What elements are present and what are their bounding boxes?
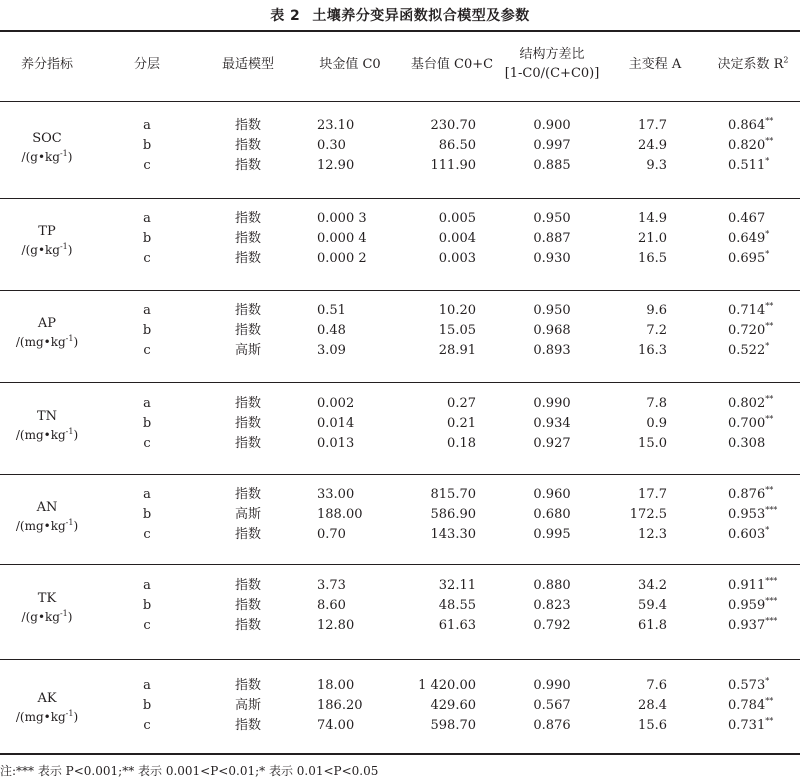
cell-ratio: 0.567	[533, 698, 571, 713]
cell-ratio: 0.887	[533, 231, 571, 246]
indicator-name: AK	[37, 691, 57, 706]
bottom-rule	[0, 753, 800, 755]
r2-value: 0.959	[728, 598, 766, 613]
cell-sill: 111.90	[430, 158, 476, 173]
cell-model: 指数	[234, 527, 262, 542]
cell-ratio: 0.934	[533, 416, 571, 431]
cell-range: 9.3	[646, 158, 667, 173]
significance-mark: *	[765, 525, 770, 535]
cell-ratio: 0.792	[533, 618, 571, 633]
cell-sill: 143.30	[430, 527, 476, 542]
r2-value: 0.820	[728, 138, 766, 153]
cell-nugget: 0.014	[317, 416, 355, 431]
header-layer: 分层	[133, 57, 161, 72]
r2-value: 0.876	[728, 487, 766, 502]
cell-layer: a	[143, 578, 151, 593]
indicator-name: AN	[36, 500, 58, 515]
cell-range: 34.2	[638, 578, 667, 593]
cell-sill: 28.91	[438, 343, 476, 358]
cell-r2	[728, 416, 773, 432]
cell-layer: a	[143, 303, 151, 318]
r2-value: 0.695	[728, 251, 766, 266]
cell-sill: 10.20	[438, 303, 476, 318]
cell-range: 0.9	[646, 416, 667, 431]
indicator-soc	[22, 130, 73, 166]
indicator-name: SOC	[32, 131, 62, 146]
cell-nugget: 74.00	[317, 718, 355, 733]
cell-r2	[728, 158, 769, 174]
cell-model: 指数	[234, 231, 262, 246]
unit-close: )	[67, 243, 73, 257]
cell-layer: b	[142, 138, 152, 153]
cell-ratio: 0.960	[533, 487, 571, 502]
cell-r2	[728, 251, 769, 267]
header-r2-label: 决定系数 R	[717, 57, 784, 72]
header-model: 最适模型	[221, 57, 275, 72]
indicator-ap	[16, 315, 78, 351]
unit-close: )	[67, 150, 73, 164]
group-separator	[0, 659, 800, 660]
cell-range: 7.8	[646, 396, 667, 411]
top-rule	[0, 30, 800, 32]
cell-range: 21.0	[638, 231, 667, 246]
cell-layer: c	[143, 436, 151, 451]
cell-sill: 0.21	[447, 416, 476, 431]
cell-range: 14.9	[638, 211, 667, 226]
cell-ratio: 0.880	[533, 578, 571, 593]
cell-r2	[728, 343, 769, 359]
unit-text: /(mg•kg	[15, 428, 66, 442]
cell-range: 7.2	[646, 323, 667, 338]
unit-exponent: -1	[59, 149, 68, 158]
cell-nugget: 33.00	[317, 487, 355, 502]
cell-nugget: 0.000 3	[317, 211, 367, 226]
cell-nugget: 8.60	[317, 598, 346, 613]
unit-close: )	[73, 335, 79, 349]
r2-value: 0.308	[728, 436, 766, 451]
header-r2	[717, 57, 788, 73]
indicator-tp	[22, 223, 73, 259]
cell-nugget: 18.00	[317, 678, 355, 693]
cell-sill: 230.70	[430, 118, 476, 133]
cell-r2	[728, 618, 777, 634]
cell-range: 15.6	[638, 718, 667, 733]
cell-sill: 598.70	[430, 718, 476, 733]
cell-model: 指数	[234, 138, 262, 153]
header-r2-sup: 2	[783, 55, 789, 65]
significance-mark: **	[765, 136, 774, 146]
unit-close: )	[73, 519, 79, 533]
cell-nugget: 186.20	[317, 698, 363, 713]
header-ratio-line1: 结构方差比	[519, 47, 585, 62]
cell-nugget: 0.51	[317, 303, 346, 318]
r2-value: 0.953	[728, 507, 766, 522]
unit-text: /(mg•kg	[15, 335, 66, 349]
significance-mark: **	[765, 716, 774, 726]
cell-range: 28.4	[638, 698, 667, 713]
r2-value: 0.911	[728, 578, 766, 593]
significance-mark: ***	[765, 616, 778, 626]
cell-model: 指数	[234, 396, 262, 411]
cell-nugget: 0.013	[317, 436, 355, 451]
cell-sill: 86.50	[438, 138, 476, 153]
cell-sill: 1 420.00	[418, 678, 476, 693]
unit-exponent: -1	[65, 427, 74, 436]
indicator-unit	[16, 708, 78, 726]
r2-value: 0.511	[728, 158, 766, 173]
cell-nugget: 23.10	[317, 118, 355, 133]
cell-ratio: 0.990	[533, 678, 571, 693]
unit-text: /(mg•kg	[15, 519, 66, 533]
r2-value: 0.603	[728, 527, 766, 542]
cell-layer: a	[143, 678, 151, 693]
unit-exponent: -1	[65, 518, 74, 527]
cell-layer: c	[143, 158, 151, 173]
cell-sill: 815.70	[430, 487, 476, 502]
unit-text: /(g•kg	[21, 243, 60, 257]
indicator-unit	[22, 241, 73, 259]
cell-range: 172.5	[629, 507, 667, 522]
cell-r2	[728, 138, 773, 154]
cell-nugget: 12.90	[317, 158, 355, 173]
table-number: 表 2	[270, 8, 301, 24]
header-sill: 基台值 C0+C	[410, 57, 494, 72]
indicator-tk	[22, 590, 73, 626]
cell-sill: 48.55	[438, 598, 476, 613]
cell-r2	[728, 211, 765, 227]
cell-sill: 32.11	[438, 578, 476, 593]
unit-text: /(g•kg	[21, 150, 60, 164]
cell-sill: 0.27	[447, 396, 476, 411]
cell-layer: c	[143, 251, 151, 266]
cell-ratio: 0.968	[533, 323, 571, 338]
r2-value: 0.522	[728, 343, 766, 358]
cell-ratio: 0.876	[533, 718, 571, 733]
cell-model: 高斯	[234, 698, 262, 713]
r2-value: 0.802	[728, 396, 766, 411]
table-title	[0, 5, 800, 25]
cell-ratio: 0.997	[533, 138, 571, 153]
significance-mark: ***	[765, 596, 778, 606]
unit-text: /(g•kg	[21, 610, 60, 624]
cell-model: 指数	[234, 416, 262, 431]
header-indicator: 养分指标	[20, 57, 74, 72]
cell-sill: 0.003	[438, 251, 476, 266]
header-range: 主变程 A	[628, 57, 682, 72]
r2-value: 0.784	[728, 698, 766, 713]
cell-sill: 61.63	[438, 618, 476, 633]
significance-mark: **	[765, 301, 774, 311]
cell-model: 指数	[234, 118, 262, 133]
cell-r2	[728, 487, 773, 503]
cell-layer: c	[143, 527, 151, 542]
cell-r2	[728, 118, 773, 134]
cell-range: 59.4	[638, 598, 667, 613]
header-ratio	[505, 45, 600, 83]
cell-nugget: 12.80	[317, 618, 355, 633]
header-ratio-line2: [1-C0/(C+C0)]	[504, 66, 600, 81]
cell-r2	[728, 436, 765, 452]
significance-mark: ***	[765, 576, 778, 586]
cell-nugget: 0.70	[317, 527, 346, 542]
unit-close: )	[73, 428, 79, 442]
cell-r2	[728, 678, 769, 694]
significance-mark: **	[765, 321, 774, 331]
cell-range: 61.8	[638, 618, 667, 633]
cell-layer: c	[143, 618, 151, 633]
r2-value: 0.700	[728, 416, 766, 431]
cell-ratio: 0.950	[533, 211, 571, 226]
cell-layer: a	[143, 487, 151, 502]
cell-ratio: 0.990	[533, 396, 571, 411]
cell-ratio: 0.885	[533, 158, 571, 173]
cell-layer: b	[142, 231, 152, 246]
cell-layer: a	[143, 118, 151, 133]
cell-sill: 0.18	[447, 436, 476, 451]
cell-ratio: 0.680	[533, 507, 571, 522]
r2-value: 0.937	[728, 618, 766, 633]
r2-value: 0.864	[728, 118, 766, 133]
cell-nugget: 0.000 4	[317, 231, 367, 246]
cell-r2	[728, 718, 773, 734]
cell-nugget: 188.00	[317, 507, 363, 522]
indicator-name: TP	[38, 224, 56, 239]
significance-mark: *	[765, 229, 770, 239]
cell-model: 高斯	[234, 507, 262, 522]
r2-value: 0.467	[728, 211, 766, 226]
indicator-ak	[16, 690, 78, 726]
cell-r2	[728, 323, 773, 339]
indicator-unit	[16, 517, 78, 535]
cell-model: 指数	[234, 598, 262, 613]
significance-mark: **	[765, 696, 774, 706]
r2-value: 0.649	[728, 231, 766, 246]
indicator-unit	[22, 608, 73, 626]
cell-layer: a	[143, 396, 151, 411]
cell-layer: b	[142, 698, 152, 713]
cell-model: 指数	[234, 158, 262, 173]
cell-range: 9.6	[646, 303, 667, 318]
significance-mark: *	[765, 156, 770, 166]
significance-mark: **	[765, 394, 774, 404]
cell-r2	[728, 507, 777, 523]
cell-model: 指数	[234, 251, 262, 266]
cell-range: 17.7	[638, 487, 667, 502]
cell-model: 指数	[234, 678, 262, 693]
cell-ratio: 0.823	[533, 598, 571, 613]
cell-r2	[728, 698, 773, 714]
group-separator	[0, 564, 800, 565]
indicator-name: AP	[37, 316, 57, 331]
cell-model: 指数	[234, 618, 262, 633]
indicator-unit	[16, 333, 78, 351]
unit-text: /(mg•kg	[15, 710, 66, 724]
cell-ratio: 0.995	[533, 527, 571, 542]
indicator-unit	[22, 148, 73, 166]
cell-nugget: 0.30	[317, 138, 346, 153]
cell-sill: 586.90	[430, 507, 476, 522]
cell-ratio: 0.927	[533, 436, 571, 451]
unit-close: )	[67, 610, 73, 624]
cell-model: 指数	[234, 323, 262, 338]
cell-range: 16.3	[638, 343, 667, 358]
indicator-unit	[16, 426, 78, 444]
cell-layer: c	[143, 343, 151, 358]
unit-close: )	[73, 710, 79, 724]
cell-range: 17.7	[638, 118, 667, 133]
unit-exponent: -1	[65, 334, 74, 343]
cell-r2	[728, 527, 769, 543]
cell-model: 指数	[234, 436, 262, 451]
cell-layer: c	[143, 718, 151, 733]
table-note: 注:*** 表示 P<0.001;** 表示 0.001<P<0.01;* 表示 0.01<P<0.05	[0, 764, 379, 778]
unit-exponent: -1	[59, 609, 68, 618]
significance-mark: *	[765, 341, 770, 351]
cell-model: 指数	[234, 211, 262, 226]
indicator-tn	[16, 408, 78, 444]
cell-range: 12.3	[638, 527, 667, 542]
cell-range: 24.9	[638, 138, 667, 153]
group-separator	[0, 474, 800, 475]
cell-nugget: 3.73	[317, 578, 346, 593]
cell-layer: b	[142, 416, 152, 431]
cell-nugget: 0.002	[317, 396, 355, 411]
cell-sill: 15.05	[438, 323, 476, 338]
significance-mark: *	[765, 249, 770, 259]
indicator-an	[16, 499, 78, 535]
r2-value: 0.720	[728, 323, 766, 338]
unit-exponent: -1	[59, 242, 68, 251]
header-nugget: 块金值 C0	[319, 57, 381, 72]
cell-layer: a	[143, 211, 151, 226]
cell-r2	[728, 231, 769, 247]
cell-layer: b	[142, 323, 152, 338]
cell-ratio: 0.950	[533, 303, 571, 318]
cell-model: 指数	[234, 578, 262, 593]
cell-ratio: 0.893	[533, 343, 571, 358]
cell-sill: 0.004	[438, 231, 476, 246]
cell-range: 7.6	[646, 678, 667, 693]
significance-mark: **	[765, 414, 774, 424]
cell-r2	[728, 396, 773, 412]
significance-mark: **	[765, 485, 774, 495]
cell-ratio: 0.900	[533, 118, 571, 133]
cell-range: 15.0	[638, 436, 667, 451]
cell-model: 指数	[234, 718, 262, 733]
cell-layer: b	[142, 598, 152, 613]
cell-model: 指数	[234, 487, 262, 502]
cell-ratio: 0.930	[533, 251, 571, 266]
r2-value: 0.731	[728, 718, 766, 733]
group-separator	[0, 198, 800, 199]
header-rule	[0, 101, 800, 102]
table-title-text: 土壤养分变异函数拟合模型及参数	[312, 8, 530, 24]
cell-nugget: 0.000 2	[317, 251, 367, 266]
r2-value: 0.573	[728, 678, 766, 693]
cell-r2	[728, 303, 773, 319]
cell-nugget: 0.48	[317, 323, 346, 338]
significance-mark: *	[765, 676, 770, 686]
unit-exponent: -1	[65, 709, 74, 718]
cell-nugget: 3.09	[317, 343, 346, 358]
group-separator	[0, 382, 800, 383]
group-separator	[0, 290, 800, 291]
cell-range: 16.5	[638, 251, 667, 266]
cell-model: 高斯	[234, 343, 262, 358]
r2-value: 0.714	[728, 303, 766, 318]
cell-r2	[728, 578, 777, 594]
cell-r2	[728, 598, 777, 614]
cell-sill: 0.005	[438, 211, 476, 226]
significance-mark: ***	[765, 505, 778, 515]
significance-mark: **	[765, 116, 774, 126]
cell-model: 指数	[234, 303, 262, 318]
cell-sill: 429.60	[430, 698, 476, 713]
indicator-name: TK	[37, 591, 57, 606]
indicator-name: TN	[36, 409, 58, 424]
cell-layer: b	[142, 507, 152, 522]
